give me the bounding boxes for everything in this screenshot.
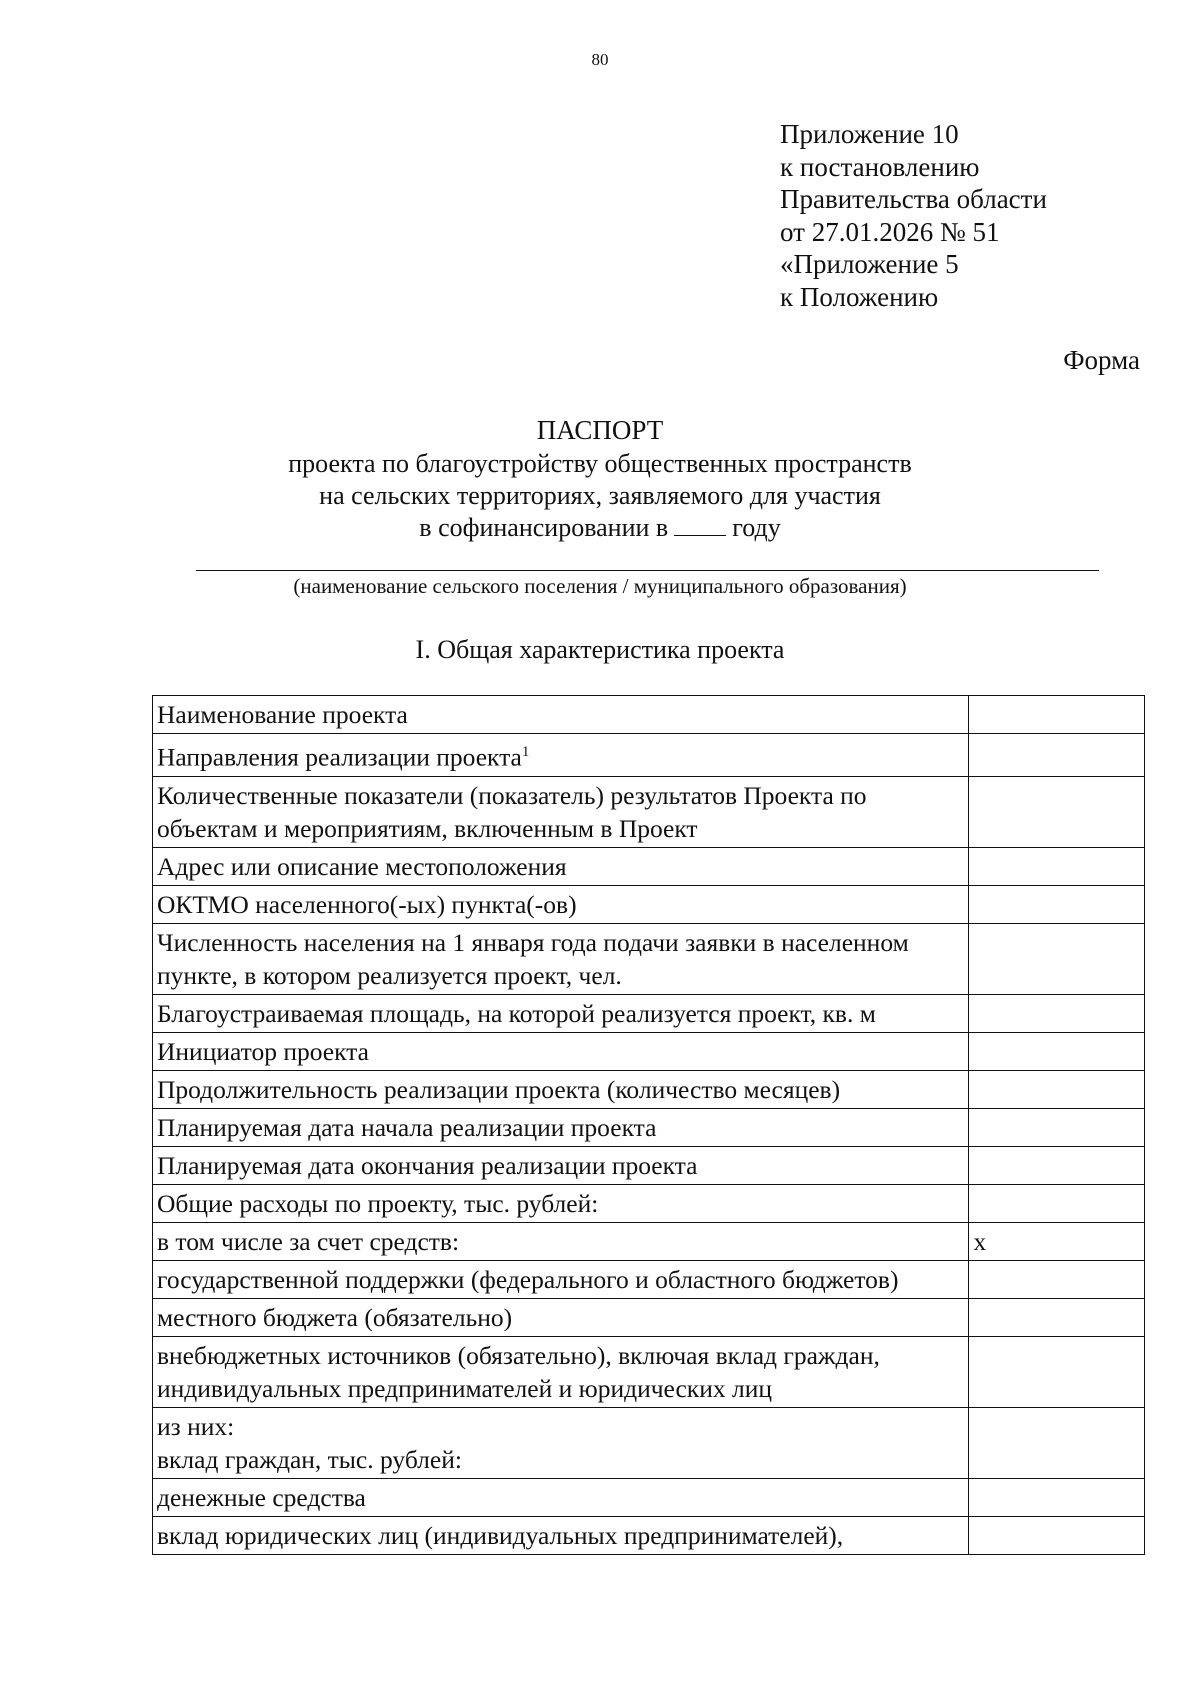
title-line: проекта по благоустройству общественных пространств [288,449,912,478]
row-label [153,847,969,885]
row-label-text: Численность населения на 1 января года подачи заявки в населенном пункте, в котором реализуется проект, чел. [157,927,909,990]
row-value-cell [969,776,1145,847]
row-label-text: Наименование проекта [157,700,408,729]
form-label: Форма [1063,345,1140,375]
footnote-marker: 1 [521,744,530,760]
row-label-text: денежные средства [157,1482,366,1512]
row-label [153,1407,969,1478]
row-label [153,923,969,994]
table-row [153,696,1145,734]
table-row [153,1407,1145,1478]
title-line-year-before: в софинансировании в [419,513,669,542]
row-label [153,696,969,734]
row-label-text: в том числе за счет средств: [157,1226,460,1256]
appendix-line: к Положению [780,281,939,312]
page-number: 80 [591,50,609,69]
row-value-cell [969,696,1145,734]
row-label [153,885,969,923]
table-row [153,1032,1145,1070]
row-value-cell [969,1407,1145,1478]
appendix-line: от 27.01.2026 № 51 [780,216,1000,247]
row-label [153,1032,969,1070]
row-label [153,1336,969,1407]
row-label [153,994,969,1032]
table-row [153,1184,1145,1222]
row-label-text: Планируемая дата окончания реализации проекта [157,1150,698,1180]
row-label [153,1184,969,1222]
row-label-text: государственной поддержки (федерального и областного бюджетов) [157,1264,899,1294]
row-label-text: Инициатор проекта [157,1036,369,1066]
row-label-text: внебюджетных источников (обязательно), включая вклад граждан, индивидуальных предпринимателей и юридических лиц [157,1340,880,1403]
table-row [153,1516,1145,1554]
row-value-cell [969,1146,1145,1184]
row-label [153,1146,969,1184]
row-value-cell [969,1260,1145,1298]
row-label-text: Продолжительность реализации проекта (количество месяцев) [157,1074,841,1104]
passport-table-body [153,696,1145,1555]
row-label [153,1516,969,1554]
table-row [153,1336,1145,1407]
entity-name-blank-line [196,570,1099,571]
row-value-cell [969,923,1145,994]
appendix-line: «Приложение 5 [780,249,959,279]
row-value-cell [969,994,1145,1032]
row-value-cell [969,1298,1145,1336]
row-label-text: Количественные показатели (показатель) результатов Проекта по объектам и мероприятиям, включенным в Проект [157,780,867,843]
row-label-text: Общие расходы по проекту, тыс. рублей: [157,1188,599,1218]
row-label [153,1222,969,1260]
row-label-text: местного бюджета (обязательно) [157,1302,513,1332]
row-value-cell [969,1336,1145,1407]
row-value-cell [969,1516,1145,1554]
row-label-text: вклад граждан, тыс. рублей: [157,1444,462,1474]
row-label-text: из них: [157,1411,235,1441]
row-label [153,1298,969,1336]
appendix-line: к постановлению [780,151,980,182]
row-label-text: Адрес или описание местоположения [157,851,567,881]
appendix-reference [780,118,1047,313]
row-label [153,776,969,847]
row-label [153,734,969,777]
row-value-cell: x [969,1222,1145,1260]
table-row [153,994,1145,1032]
title-line: на сельских территориях, заявляемого для участия [319,481,881,510]
row-label [153,1108,969,1146]
passport-table [152,695,1145,1555]
table-row [153,1478,1145,1516]
section-heading: I. Общая характеристика проекта [415,635,785,664]
row-label-text: Планируемая дата начала реализации проекта [157,1112,657,1142]
table-row [153,1070,1145,1108]
row-value-cell [969,1070,1145,1108]
table-row [153,1222,1145,1260]
table-row [153,1146,1145,1184]
table-row [153,1108,1145,1146]
row-label-text: Благоустраиваемая площадь, на которой реализуется проект, кв. м [157,998,876,1028]
table-row [153,776,1145,847]
row-value-cell [969,847,1145,885]
row-label-text: ОКТМО населенного(-ых) пункта(-ов) [157,889,577,919]
entity-caption: (наименование сельского поселения / муниципального образования) [293,574,907,598]
appendix-line: Правительства области [780,184,1047,214]
row-value-cell [969,1108,1145,1146]
title-line-year-after: году [732,513,781,542]
table-row [153,734,1145,777]
appendix-line: Приложение 10 [780,119,959,149]
row-label-text: Направления реализации проекта [157,742,522,772]
title-main: ПАСПОРТ [536,415,664,445]
title-line-year [0,512,1200,544]
year-blank-field [674,513,726,536]
document-title [0,412,1200,544]
row-value-cell [969,1032,1145,1070]
row-value-cell [969,1184,1145,1222]
table-row [153,885,1145,923]
table-row [153,847,1145,885]
row-value-cell [969,734,1145,777]
row-label [153,1478,969,1516]
row-value-cell [969,1478,1145,1516]
table-row [153,1260,1145,1298]
row-label-text: вклад юридических лиц (индивидуальных предпринимателей), [157,1520,844,1550]
row-value-cell [969,885,1145,923]
table-row [153,923,1145,994]
row-label [153,1260,969,1298]
table-row [153,1298,1145,1336]
row-label [153,1070,969,1108]
